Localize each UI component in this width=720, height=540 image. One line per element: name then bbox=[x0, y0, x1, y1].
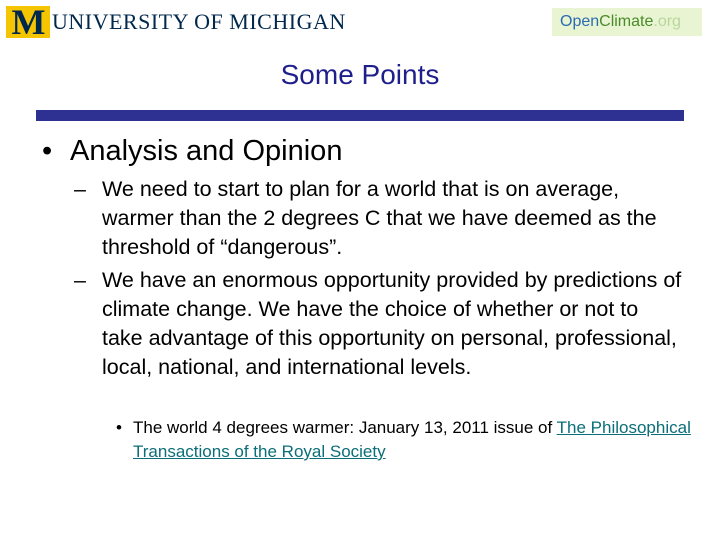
oc-logo-climate: Climate bbox=[599, 13, 654, 30]
oc-logo-org: .org bbox=[653, 13, 681, 30]
university-of-michigan-logo bbox=[6, 2, 346, 42]
slide-title: Some Points bbox=[280, 59, 440, 90]
dash-mark: – bbox=[74, 268, 86, 292]
sub-bullet-mark: • bbox=[116, 418, 122, 437]
oc-logo-open: Open bbox=[560, 13, 600, 30]
title-divider bbox=[36, 110, 684, 121]
sub-sub-point-body bbox=[133, 416, 693, 464]
header bbox=[0, 0, 720, 48]
bullet-mark: • bbox=[42, 135, 53, 167]
royal-society-link[interactable]: The Philosophical Transactions of the Royal Society bbox=[133, 418, 691, 461]
sub-point-text: We have an enormous opportunity provided by predictions of climate change. We have the choice of whether or not to take advantage of this opportunity on personal, professional, local, national, and international levels. bbox=[102, 268, 682, 379]
openclimate-logo bbox=[552, 8, 702, 36]
sub-point-text: We need to start to plan for a world that is on average, warmer than the 2 degrees C that we have deemed as the threshold of “dangerous”. bbox=[102, 177, 657, 259]
sub-point bbox=[74, 175, 682, 262]
sub-sub-point-text: The world 4 degrees warmer: January 13, 2011 issue of bbox=[133, 418, 557, 437]
main-bullet-text: Analysis and Opinion bbox=[70, 135, 343, 167]
main-bullet bbox=[42, 134, 342, 168]
block-m-logo-icon: M bbox=[6, 6, 50, 38]
sub-point bbox=[74, 266, 682, 382]
university-name: UNIVERSITY OF MICHIGAN bbox=[52, 9, 346, 34]
sub-sub-point bbox=[116, 416, 693, 464]
dash-mark: – bbox=[74, 177, 86, 201]
